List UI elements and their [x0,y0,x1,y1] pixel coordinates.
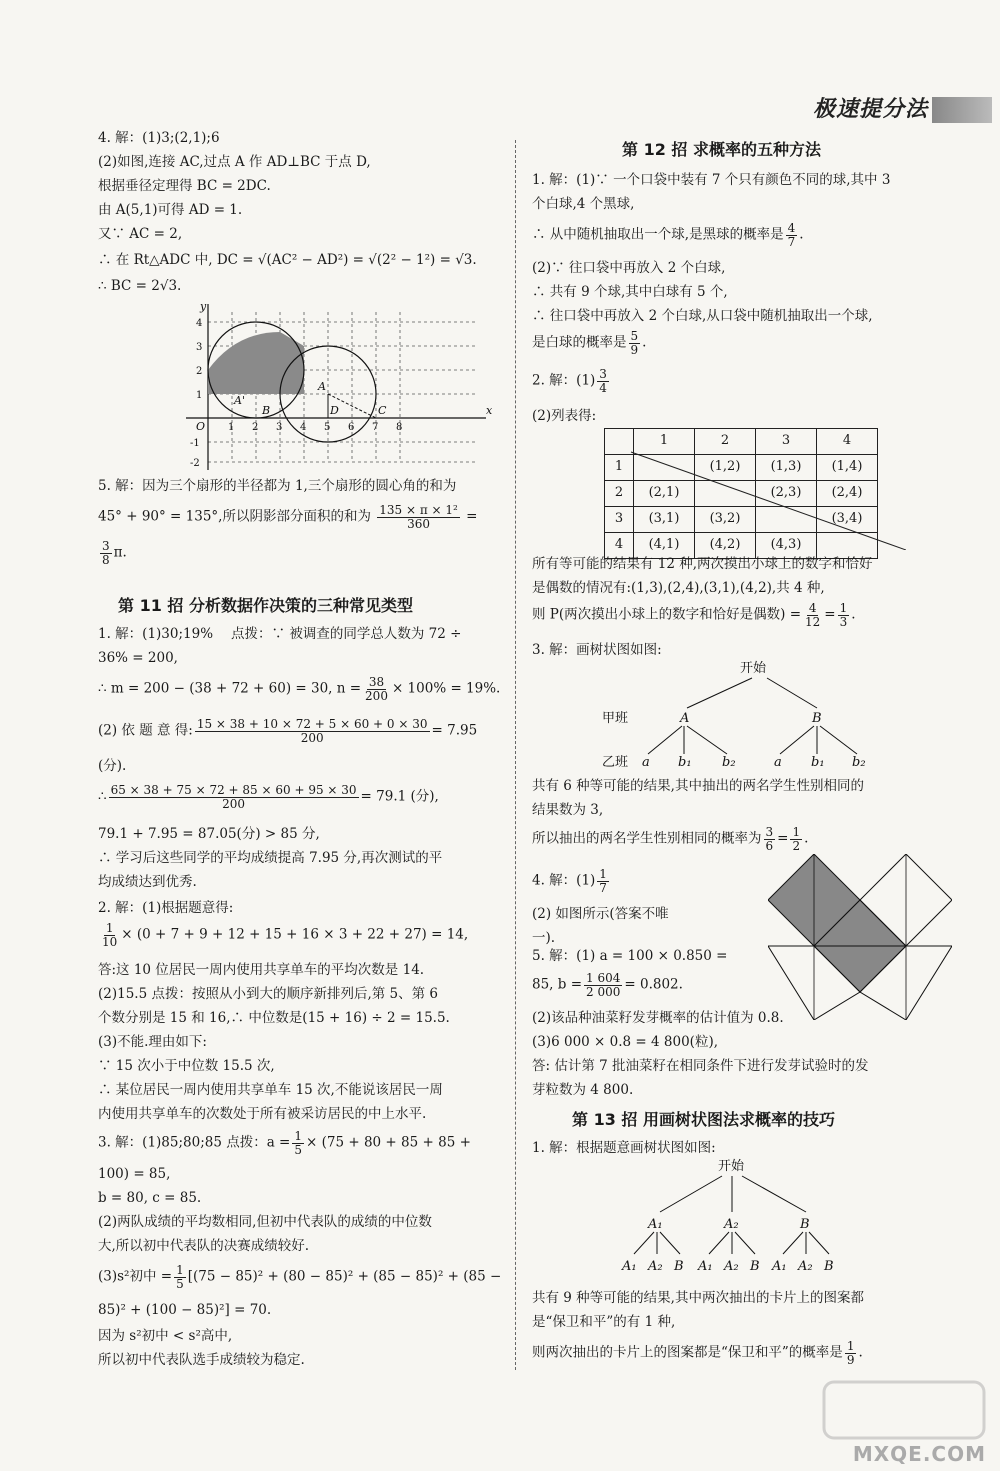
s12q2-e-denominator-2: 3 [839,614,848,629]
tree2-leaf: A₁ [772,1259,787,1274]
table-cell: (1,2) [695,455,756,481]
table-diagonal [604,428,906,550]
tree2-node: A₁ [648,1217,663,1232]
s11q1-c-tail: × 100% = 19%. [391,680,501,697]
graph-label-a-prime: A' [234,394,245,407]
s11q1-f-denominator: 200 [222,796,246,811]
s12q5-b-numerator: 1 604 [586,971,621,985]
tick-x-6: 6 [348,422,355,433]
tree2-root: 开始 [718,1159,745,1174]
s11q3-f-tail: [(75 − 85)² + (80 − 85)² + (85 − 85)² + (85 − [187,1268,502,1285]
s11q1-d-fraction [195,718,430,744]
s12q5-line-a: 5. 解：(1) a = 100 × 0.850 = [532,948,728,964]
s11q1-hint: 点拨：∵ 被调查的同学总人数为 72 ÷ [231,626,462,642]
s12q1-c-text: ∴ 从中随机抽取出一个球,是黑球的概率是 [532,226,784,243]
tick-y-neg1: -1 [190,438,200,449]
table-header-cell: 2 [695,429,756,455]
s12q3-d-numerator-2: 1 [792,825,801,839]
s12q3-d-fraction-2 [790,826,802,852]
s11q1-line-a [98,626,461,643]
tree2-leaf: B [750,1259,760,1274]
s11q1-line-b: 36% = 200, [98,650,178,666]
table-cell: 2 [605,481,634,507]
s11q3-line-c: b = 80, c = 85. [98,1190,202,1206]
s12q3-d-numerator-1: 3 [765,825,774,839]
s11q1-d-denominator: 200 [300,730,324,745]
tree2-leaf: A₂ [724,1259,739,1274]
s12q3-d-fraction-1 [764,826,776,852]
tick-x-7: 7 [372,422,379,433]
graph-label-x: x [486,404,493,417]
s12q3-d-denominator-1: 6 [765,838,774,853]
brand-bar [932,97,992,123]
s12q3-line-a: 3. 解：画树状图如图: [532,642,662,658]
table-cell: (2,4) [817,481,878,507]
s12q3-d-text: 所以抽出的两名学生性别相同的概率为 [532,830,762,847]
p5-line-2 [98,504,477,530]
table-cell: (3,1) [634,507,695,533]
p5-frac2-numerator: 3 [102,539,110,553]
s11q2-line-d: (2)15.5 点拨：按照从小到大的顺序新排列后,第 5、第 6 [98,986,439,1002]
p4-line-7: ∴ BC = 2√3. [98,278,182,294]
s12q5-line-c: (2)该品种油菜籽发芽概率的估计值为 0.8. [532,1010,784,1026]
tick-y-2: 2 [196,366,203,377]
s12q2-e-numerator-2: 1 [839,601,848,615]
s11q3-a-tail: × (75 + 80 + 85 + 85 + [306,1134,471,1151]
p4-line-1: 4. 解：(1)3;(2,1);6 [98,130,220,146]
s12q4-a-denominator: 7 [599,880,607,895]
s12q1-g-text: 是白球的概率是 [532,334,627,351]
s11q3-f-denominator: 5 [176,1276,184,1291]
diamond-figure [768,854,952,1020]
tree1-leaf: b₂ [722,755,736,770]
s11q1-line-c [98,676,500,702]
s12q4-a-text: 4. 解：(1) [532,872,596,889]
s12q4-line-a [532,868,611,894]
s11q2-line-i: 内使用共享单车的次数处于所有被采访居民的中上水平. [98,1106,427,1122]
s12q3-d-equals: = [777,830,789,847]
tick-x-2: 2 [252,422,259,433]
s11q1-d-tail: = 7.95 [431,722,478,739]
s12q4-line-b: (2) 如图所示(答案不唯 [532,906,669,922]
s11q2-line-a: 2. 解：(1)根据题意得: [98,900,234,916]
s11q2-b-denominator: 10 [102,934,118,949]
s11q2-line-h: ∴ 某位居民一周内使用共享单车 15 次,不能说该居民一周 [98,1082,443,1098]
s12q5-line-f: 芽粒数为 4 800. [532,1082,634,1098]
section-11-title: 第 11 招 分析数据作决策的三种常见类型 [118,596,413,615]
s12q1-g-fraction [629,330,641,356]
column-divider [515,140,516,1370]
p5-line-2-text: 45° + 90° = 135°,所以阴影部分面积的和为 [98,508,371,525]
s11q1-f-numerator: 65 × 38 + 75 × 72 + 85 × 60 + 95 × 30 [110,783,357,797]
s12q5-b-denominator: 2 000 [586,984,621,999]
tree1-leaf: a [642,755,650,770]
s11q3-a-numerator: 1 [294,1129,303,1143]
tree2-leaf: A₂ [798,1259,813,1274]
watermark-text: MXQE.COM [852,1442,986,1466]
s11q1-line-d [98,718,477,744]
s11q1-d-numerator: 15 × 38 + 10 × 72 + 5 × 60 + 0 × 30 [196,717,428,731]
tick-y-3: 3 [196,342,203,353]
s12q1-line-e: ∴ 共有 9 个球,其中白球有 5 个, [532,284,728,300]
s13q1-line-b: 共有 9 种等可能的结果,其中两次抽出的卡片上的图案都 [532,1290,864,1306]
p5-fraction-1 [377,504,460,530]
s11q2-line-g: ∵ 15 次小于中位数 15.5 次, [98,1058,275,1074]
s11q1-c-denominator: 200 [365,688,388,703]
s12q1-c-denominator: 7 [787,234,796,249]
p4-line-5: 又∵ AC = 2, [98,226,183,242]
s11q3-line-d: (2)两队成绩的平均数相同,但初中代表队的成绩的中位数 [98,1214,432,1230]
s12q1-line-b: 个白球,4 个黑球, [532,196,635,212]
tree1-root: 开始 [740,661,767,676]
s12q1-g-tail: . [642,334,647,351]
s12q4-line-c: 一). [532,930,556,946]
s12q1-line-f: ∴ 往口袋中再放入 2 个白球,从口袋中随机抽取出一个球, [532,308,873,324]
s12q2-e-fraction-1 [803,602,822,628]
outcome-table-wrap [604,428,878,559]
graph-label-origin: O [196,420,206,433]
s12q2-line-a [532,368,611,394]
s11q3-a-text: 3. 解：(1)85;80;85 点拨：a = [98,1134,291,1151]
s13q1-line-d [532,1340,863,1366]
s12q2-line-b: (2)列表得: [532,408,597,424]
s11q1-answer: 1. 解：(1)30;19% [98,626,214,642]
tree1-row1-label: 甲班 [602,711,629,726]
tree1-leaf: b₁ [811,755,825,770]
p5-fraction-2 [100,540,112,566]
s11q1-f-tail: = 79.1 (分), [360,788,439,805]
s12q1-c-fraction [786,222,798,248]
p5-frac1-numerator: 135 × π × 1² [379,503,458,517]
graph-label-d: D [330,404,339,417]
section-13-title: 第 13 招 用画树状图法求概率的技巧 [572,1110,835,1129]
s12q2-e-denominator-1: 12 [805,614,821,629]
tree2-leaf: A₁ [698,1259,713,1274]
s13q1-line-a: 1. 解：根据题意画树状图如图: [532,1140,716,1156]
tick-x-4: 4 [300,422,307,433]
s13q1-d-tail: . [858,1344,863,1361]
p5-frac1-denominator: 360 [407,516,430,531]
s11q3-f-numerator: 1 [176,1263,184,1277]
s11q2-line-f: (3)不能.理由如下: [98,1034,207,1050]
s12q2-e-equals: = [824,606,836,623]
s12q2-a-fraction [597,368,609,394]
table-cell: (3,4) [817,507,878,533]
p4-line-3: 根据垂径定理得 BC = 2DC. [98,178,271,194]
tree1-row2-label: 乙班 [602,755,629,770]
s12q5-b-text: 85, b = [532,976,583,993]
p4-line-6: ∴ 在 Rt△ADC 中, DC = √(AC² − AD²) = √(2² − 1²) = √3. [98,252,477,268]
brand-header [813,92,992,128]
table-cell: (2,1) [634,481,695,507]
s13q1-d-numerator: 1 [846,1339,855,1353]
tree1-node-a: A [680,711,690,726]
s13q1-line-c: 是“保卫和平”的有 1 种, [532,1314,676,1330]
s12q2-line-d: 是偶数的情况有:(1,3),(2,4),(3,1),(4,2),共 4 种, [532,580,825,596]
s12q4-a-fraction [597,868,609,894]
tick-y-neg2: -2 [190,458,200,469]
s12q2-a-numerator: 3 [599,367,607,381]
s12q5-line-b [532,972,683,998]
watermark-stamp-icon [820,1376,990,1446]
tree1-node-b: B [812,711,822,726]
tree2-leaf: A₁ [622,1259,637,1274]
s12q1-line-a: 1. 解：(1)∵ 一个口袋中装有 7 个只有颜色不同的球,其中 3 [532,172,891,188]
s11q1-line-i: 均成绩达到优秀. [98,874,197,890]
s12q1-c-tail: . [799,226,804,243]
tree1-leaf: b₂ [852,755,866,770]
s12q1-g-denominator: 9 [630,342,639,357]
s12q3-d-tail: . [804,830,809,847]
s11q2-b-text: × (0 + 7 + 9 + 12 + 15 + 16 × 3 + 22 + 27) = 14, [121,926,469,943]
tree2-node: A₂ [724,1217,739,1232]
table-cell: (1,4) [817,455,878,481]
s12q5-line-d: (3)6 000 × 0.8 = 4 800(粒), [532,1034,719,1050]
s12q1-line-d: (2)∵ 往口袋中再放入 2 个白球, [532,260,726,276]
p5-tail: π. [113,544,127,561]
s11q2-line-e: 个数分别是 15 和 16,∴ 中位数是(15 + 16) ÷ 2 = 15.5. [98,1010,450,1026]
tick-y-1: 1 [196,390,203,401]
tick-x-3: 3 [276,422,283,433]
s12q1-line-c [532,222,804,248]
s12q1-line-g [532,330,646,356]
s11q1-c-text: ∴ m = 200 − (38 + 72 + 60) = 30, n = [98,680,362,697]
s13q1-d-fraction [845,1340,857,1366]
graph-label-a: A [318,380,326,393]
s12q2-a-text: 2. 解：(1) [532,372,596,389]
s11q1-c-fraction [363,676,390,702]
s11q1-line-h: ∴ 学习后这些同学的平均成绩提高 7.95 分,再次测试的平 [98,850,443,866]
s11q2-b-numerator: 1 [105,921,114,935]
table-cell: (3,2) [695,507,756,533]
table-header-cell: 1 [634,429,695,455]
s11q1-f-text: ∴ [98,788,107,805]
s11q3-line-h: 因为 s²初中 < s²高中, [98,1328,233,1344]
tick-y-4: 4 [196,318,203,329]
graph-label-b: B [262,404,271,417]
tree1-leaf: b₁ [678,755,692,770]
s11q3-a-fraction [292,1130,304,1156]
s11q1-line-f [98,784,439,810]
tree2-leaf: B [824,1259,834,1274]
s11q2-line-c: 答:这 10 位居民一周内使用共享单车的平均次数是 14. [98,962,425,978]
s12q2-line-c: 所有等可能的结果有 12 种,两次摸出小球上的数字和恰好 [532,556,873,572]
s12q5-line-e: 答: 估计第 7 批油菜籽在相同条件下进行发芽试验时的发 [532,1058,869,1074]
s12q4-a-numerator: 1 [599,867,607,881]
s11q2-line-b [98,922,468,948]
tree-diagram-1 [532,650,872,770]
s12q3-line-b: 共有 6 种等可能的结果,其中抽出的两名学生性别相同的 [532,778,864,794]
s12q5-b-tail: = 0.802. [624,976,683,993]
tree2-leaf: B [674,1259,684,1274]
tree2-node: B [800,1217,810,1232]
s12q2-a-denominator: 4 [599,380,607,395]
graph-label-y: y [200,302,207,313]
p4-line-4: 由 A(5,1)可得 AD = 1. [98,202,243,218]
p5-equals: = [466,508,478,525]
tree-diagram-2 [592,1150,892,1286]
tree1-leaf: a [774,755,782,770]
section-12-title: 第 12 招 求概率的五种方法 [622,140,821,159]
s11q3-f-text: (3)s²初中 = [98,1268,173,1285]
p4-line-2: (2)如图,连接 AC,过点 A 作 AD⊥BC 于点 D, [98,154,371,170]
s13q1-d-denominator: 9 [846,1352,855,1367]
brand-title: 极速提分法 [812,97,928,123]
s12q2-line-e [532,602,856,628]
p5-line-1: 5. 解：因为三个扇形的半径都为 1,三个扇形的圆心角的和为 [98,478,457,494]
s11q3-line-b: 100) = 85, [98,1166,171,1182]
s12q1-c-numerator: 4 [787,221,796,235]
s12q2-e-text: 则 P(两次摸出小球上的数字和恰好是偶数) = [532,606,802,623]
tree2-leaf: A₂ [648,1259,663,1274]
tick-x-1: 1 [228,422,235,433]
s12q2-e-numerator-1: 4 [808,601,817,615]
s11q1-d-text: (2) 依 题 意 得: [98,722,193,739]
s13q1-d-text: 则两次抽出的卡片上的图案都是“保卫和平”的概率是 [532,1344,843,1361]
table-cell: 3 [605,507,634,533]
s12q2-e-fraction-2 [838,602,850,628]
s11q2-b-fraction [100,922,119,948]
table-cell: (4,2) [695,533,756,559]
s11q3-f-fraction [174,1264,186,1290]
s12q2-e-tail: . [851,606,856,623]
s11q3-line-f [98,1264,501,1290]
table-cell: (1,3) [756,455,817,481]
table-cell: (4,3) [756,533,817,559]
s12q3-line-d [532,826,808,852]
table-cell: (2,3) [756,481,817,507]
p5-line-3 [98,540,127,566]
s12q3-line-c: 结果数为 3, [532,802,604,818]
s11q3-line-e: 大,所以初中代表队的决赛成绩较好. [98,1238,310,1254]
tick-x-8: 8 [396,422,403,433]
tick-x-5: 5 [324,422,331,433]
s12q5-b-fraction [584,972,622,998]
graph-label-c: C [378,404,387,417]
s11q3-line-g: 85)² + (100 − 85)²] = 70. [98,1302,272,1318]
s11q3-line-a [98,1130,471,1156]
s12q3-d-denominator-2: 2 [792,838,801,853]
table-header-cell: 4 [817,429,878,455]
table-cell: 1 [605,455,634,481]
s12q1-g-numerator: 5 [630,329,639,343]
table-cell: 4 [605,533,634,559]
s11q3-line-i: 所以初中代表队选手成绩较为稳定. [98,1352,305,1368]
table-header-cell: 3 [756,429,817,455]
s11q1-line-g: 79.1 + 7.95 = 87.05(分) > 85 分, [98,826,320,842]
s11q1-f-fraction [109,784,359,810]
coordinate-graph [186,302,506,472]
table-cell: (4,1) [634,533,695,559]
s11q1-line-e: (分). [98,758,127,774]
p5-frac2-denominator: 8 [102,552,110,567]
s11q1-c-numerator: 38 [368,675,385,689]
s11q3-a-denominator: 5 [294,1142,303,1157]
